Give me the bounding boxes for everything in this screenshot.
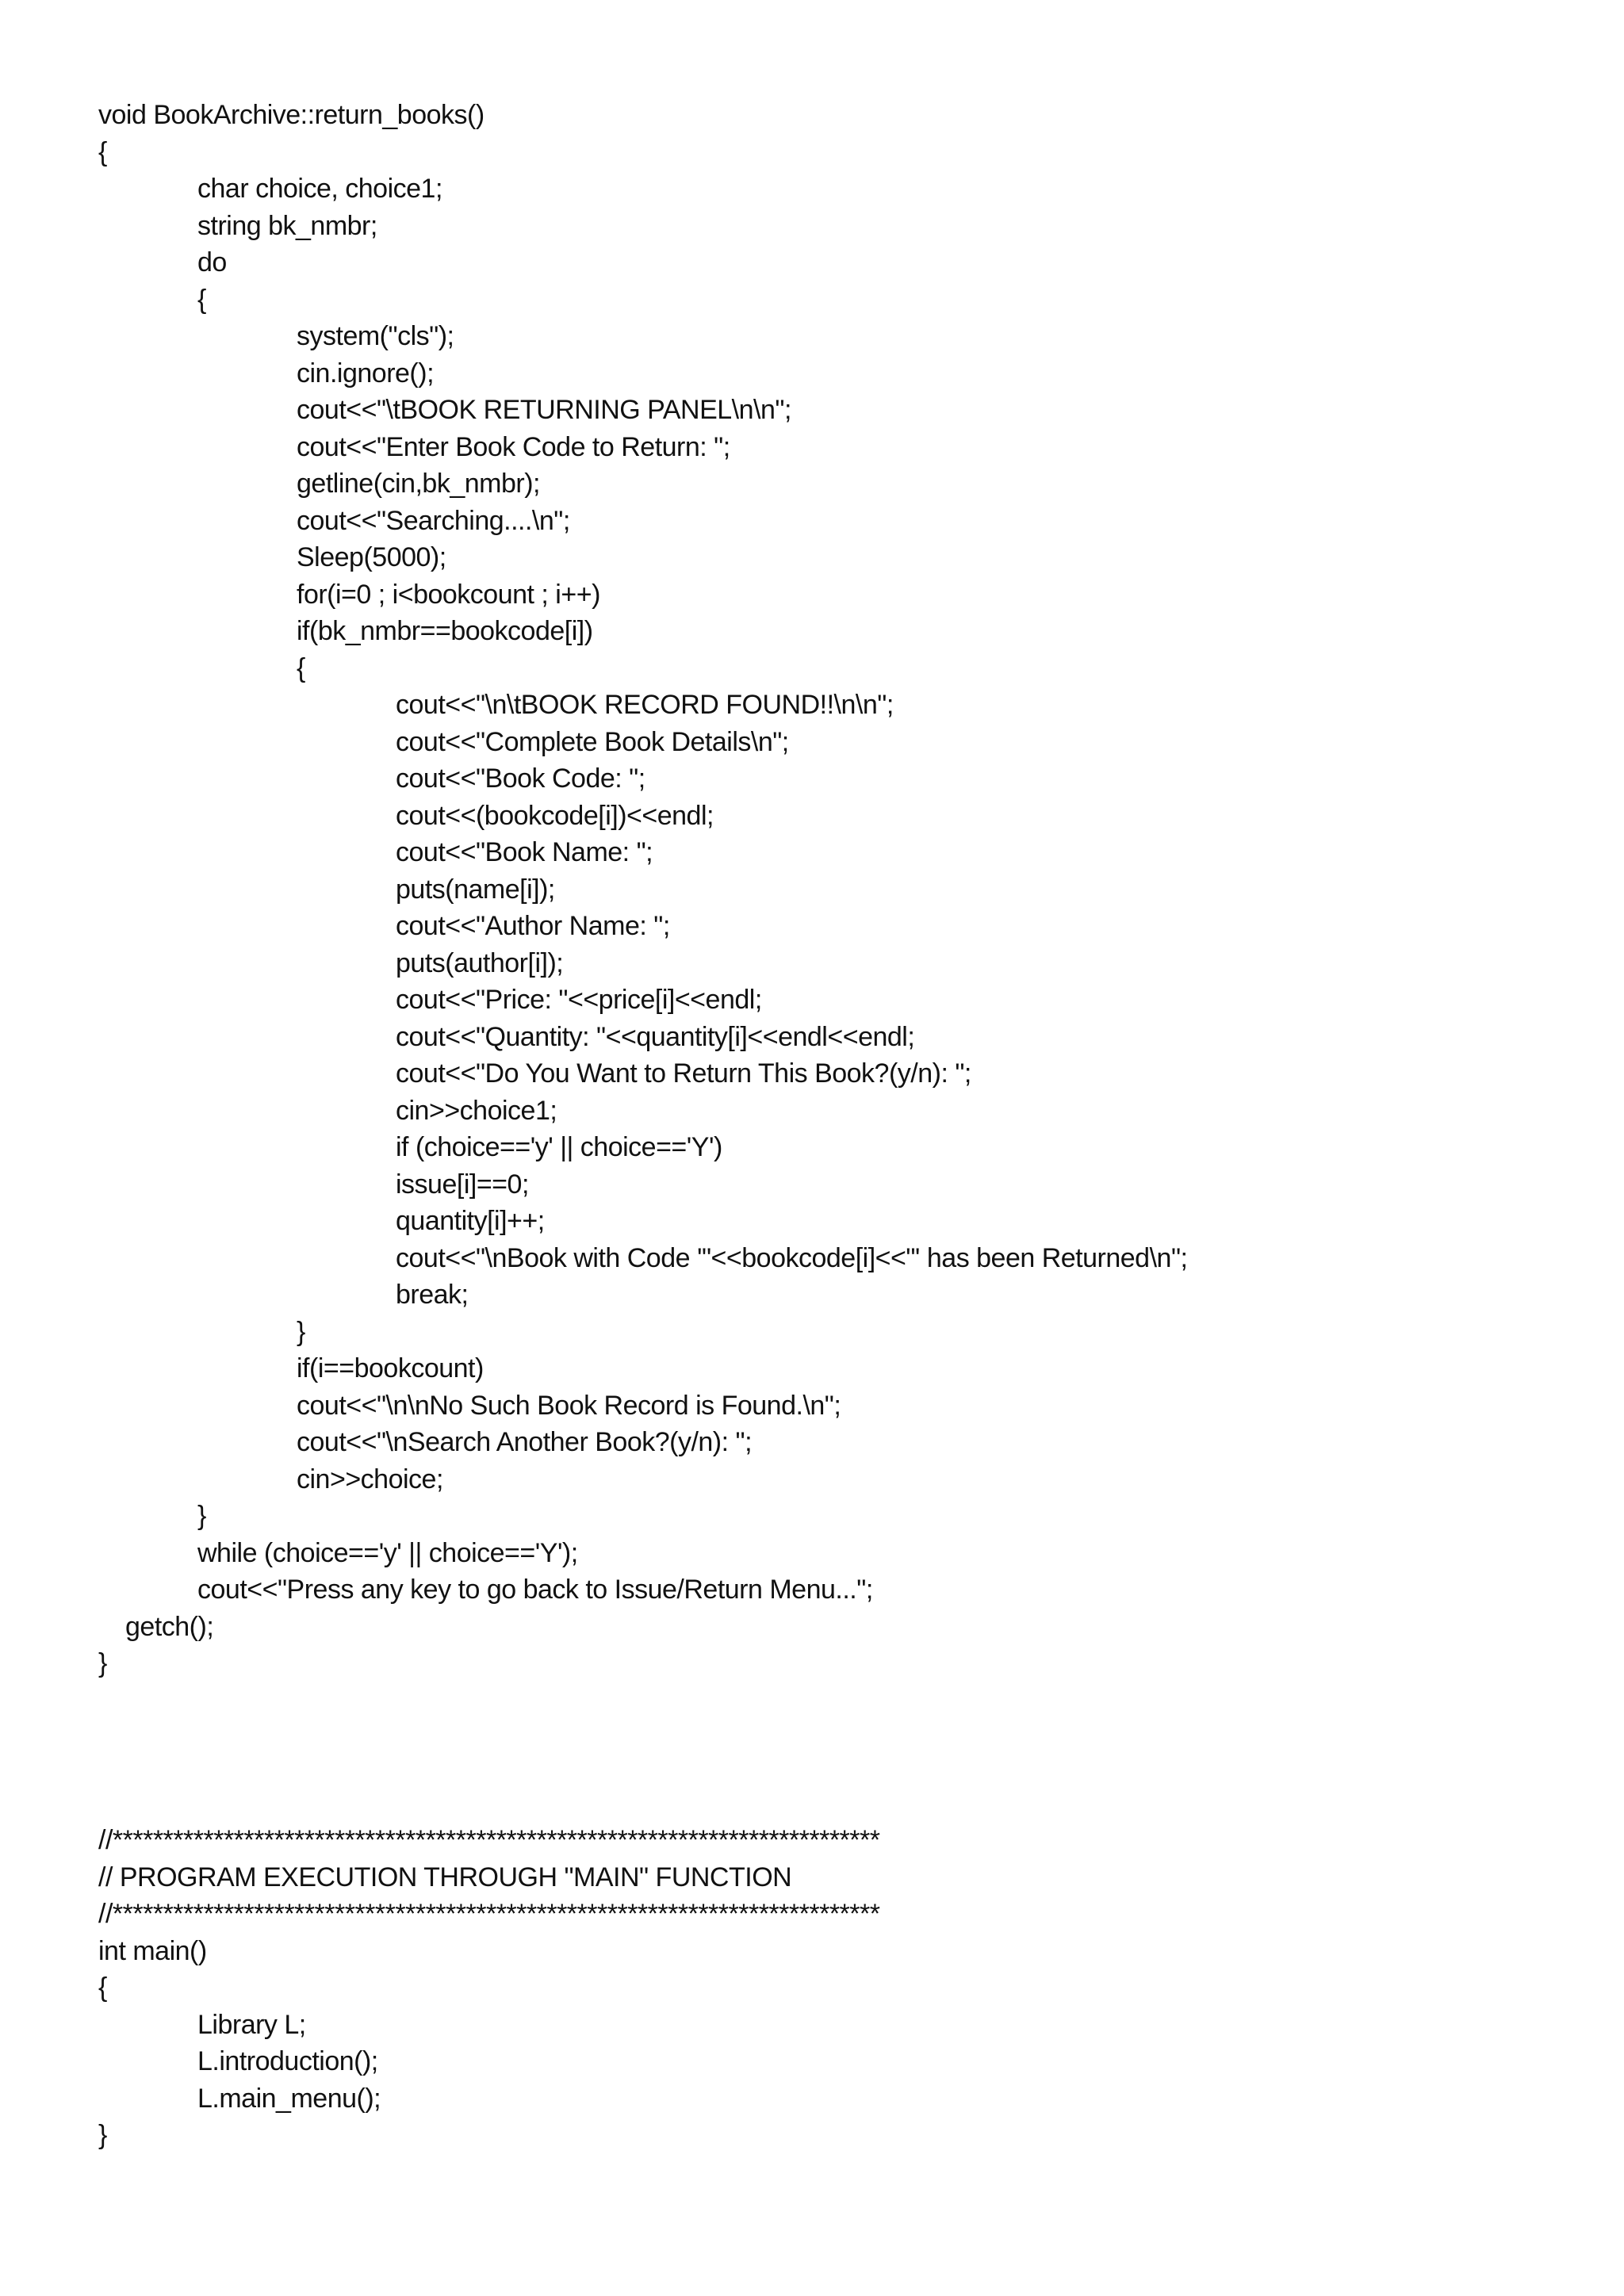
code-line: } (297, 1316, 305, 1347)
code-line: { (98, 1973, 107, 2003)
code-line: cout<<"\n\tBOOK RECORD FOUND!!\n\n"; (396, 690, 894, 720)
code-line: cin.ignore(); (297, 358, 435, 388)
code-line: Sleep(5000); (297, 542, 446, 572)
code-line: L.introduction(); (197, 2046, 378, 2076)
code-line: string bk_nmbr; (197, 210, 377, 241)
code-line: cout<<"\tBOOK RETURNING PANEL\n\n"; (297, 395, 791, 425)
code-line: quantity[i]++; (396, 1206, 545, 1236)
code-line: //**************************************************************************** (98, 1825, 880, 1855)
main-function-code (98, 1822, 879, 2154)
code-line: cout<<"Quantity: "<<quantity[i]<<endl<<endl; (396, 1021, 915, 1052)
code-line: for(i=0 ; i<bookcount ; i++) (297, 579, 600, 610)
code-line: cout<<"Complete Book Details\n"; (396, 726, 789, 757)
code-line: cin>>choice; (297, 1464, 443, 1494)
code-line: // PROGRAM EXECUTION THROUGH "MAIN" FUNCTION (98, 1862, 792, 1892)
code-line: if(bk_nmbr==bookcode[i]) (297, 616, 593, 646)
code-line: getch(); (125, 1611, 214, 1642)
return-books-code (98, 97, 1187, 1682)
code-line: cout<<"\nBook with Code '"<<bookcode[i]<<"' has been Returned\n"; (396, 1242, 1188, 1273)
code-line: break; (396, 1280, 469, 1310)
code-line: cin>>choice1; (396, 1095, 557, 1126)
code-line: do (197, 247, 227, 277)
code-line: { (98, 136, 107, 167)
code-line: cout<<"Press any key to go back to Issue/Return Menu..."; (197, 1575, 873, 1605)
code-line: cout<<"\n\nNo Such Book Record is Found.\n"; (297, 1390, 841, 1421)
code-line: cout<<(bookcode[i])<<endl; (396, 800, 714, 831)
code-line: cout<<"Searching....\n"; (297, 505, 570, 536)
code-line: cout<<"\nSearch Another Book?(y/n): "; (297, 1427, 753, 1457)
code-line: { (297, 652, 305, 683)
code-line: } (98, 1648, 107, 1678)
code-line: cout<<"Author Name: "; (396, 911, 670, 941)
code-line: cout<<"Book Name: "; (396, 837, 653, 867)
code-line: { (197, 284, 206, 315)
code-line: if(i==bookcount) (297, 1353, 484, 1383)
code-line: cout<<"Enter Book Code to Return: "; (297, 431, 730, 462)
code-line: Library L; (197, 2009, 306, 2040)
code-line: //**************************************************************************** (98, 1899, 880, 1929)
code-line: system("cls"); (297, 321, 454, 351)
code-line: } (197, 1501, 206, 1531)
code-line: puts(author[i]); (396, 947, 564, 978)
code-line: issue[i]==0; (396, 1169, 529, 1200)
code-line: cout<<"Book Code: "; (396, 763, 645, 794)
code-line: cout<<"Price: "<<price[i]<<endl; (396, 985, 762, 1015)
code-line: void BookArchive::return_books() (98, 100, 485, 130)
code-line: if (choice=='y' || choice=='Y') (396, 1132, 722, 1162)
code-line: } (98, 2120, 107, 2150)
code-line: puts(name[i]); (396, 874, 555, 905)
code-line: while (choice=='y' || choice=='Y'); (197, 1537, 578, 1568)
code-line: cout<<"Do You Want to Return This Book?(y/n): "; (396, 1058, 971, 1089)
code-line: getline(cin,bk_nmbr); (297, 469, 540, 499)
code-line: L.main_menu(); (197, 2083, 381, 2114)
code-line: int main() (98, 1935, 207, 1966)
code-line: char choice, choice1; (197, 174, 442, 204)
